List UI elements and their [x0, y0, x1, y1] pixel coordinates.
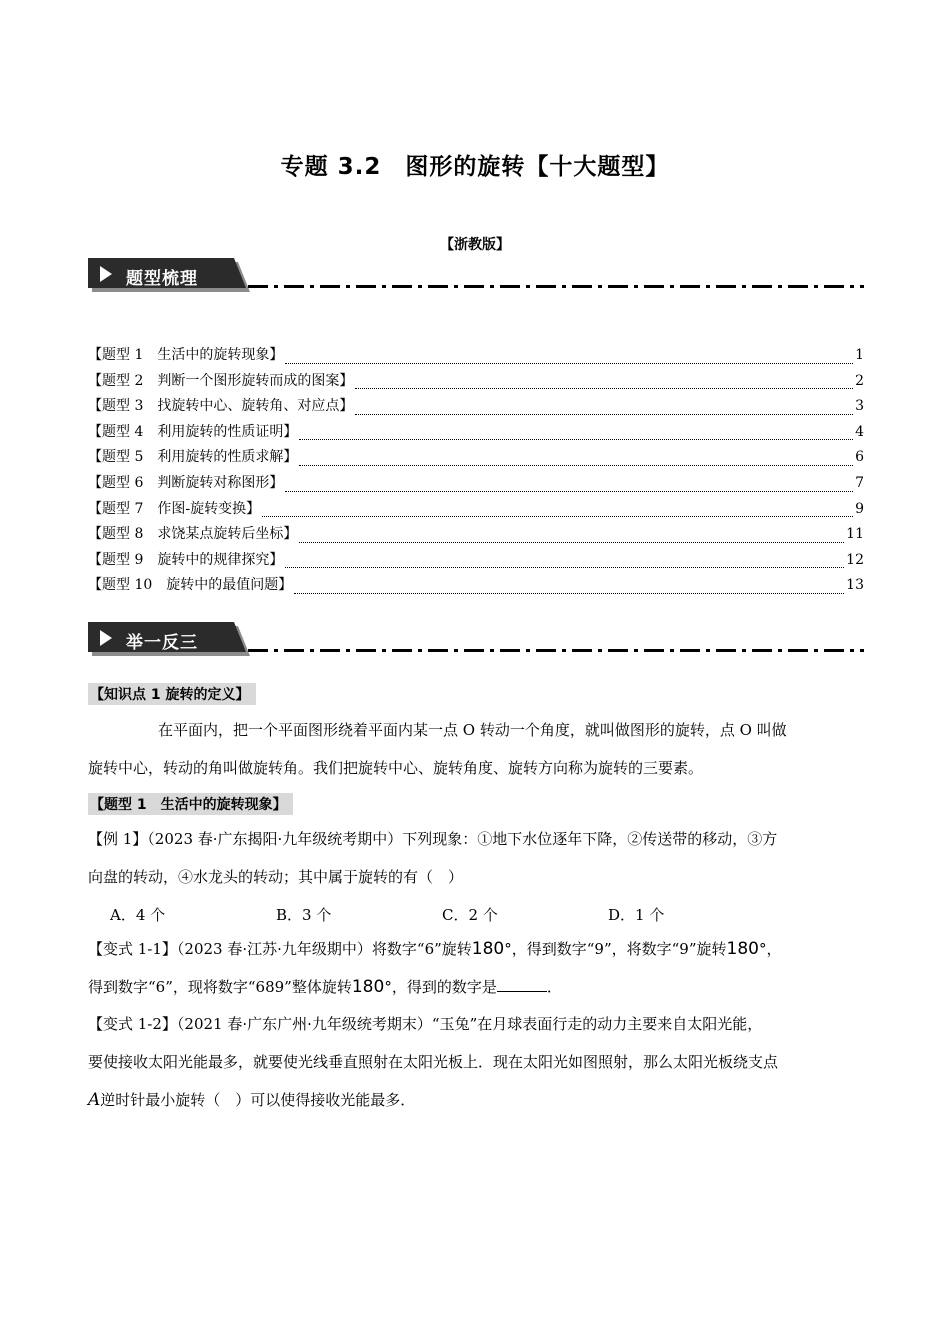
example-line: 【例 1】（2023 春·广东揭阳·九年级统考期中）下列现象：①地下水位逐年下降，②传送带的移动，③方	[88, 830, 778, 848]
toc-leader	[262, 515, 853, 517]
toc-leader	[299, 541, 844, 543]
toc-row[interactable]	[88, 523, 864, 549]
option-c[interactable]: C．2 个	[442, 906, 498, 924]
knowledge-body	[88, 711, 864, 787]
toc-leader	[285, 362, 853, 364]
option-b[interactable]: B．3 个	[276, 906, 332, 924]
toc-page: 13	[846, 577, 864, 594]
toc-leader	[285, 490, 853, 492]
variant-text: ．	[546, 978, 562, 996]
toc-page: 12	[846, 551, 864, 568]
example-line: 向盘的转动，④水龙头的转动；其中属于旋转的有（ ）	[88, 868, 464, 886]
toc-page: 4	[855, 423, 864, 440]
toc-label: 【题型 4 利用旋转的性质证明】	[88, 423, 298, 440]
variant-line: 【变式 1-2】（2021 春·广东广州·九年级统考期末）“玉兔”在月球表面行走的动力主要来自太阳光能，	[88, 1015, 763, 1033]
variant-1-1	[88, 930, 864, 1006]
play-arrow-icon	[100, 630, 112, 646]
variant-line	[88, 968, 864, 1006]
point-label: A	[88, 1090, 101, 1110]
variant-text: 得到数字“6”，现将数字“689”整体旋转	[88, 978, 352, 996]
variant-line	[88, 930, 864, 968]
toc-leader	[355, 387, 853, 389]
toc-page: 3	[855, 398, 864, 415]
variant-text: °，得到数字“9”，将数字“9”旋转	[504, 940, 727, 958]
dash-dot-divider	[248, 649, 864, 652]
page-title: 专题 3.2 图形的旋转【十大题型】	[280, 154, 670, 180]
section-banner-practice	[88, 622, 864, 658]
toc-leader	[285, 566, 844, 568]
toc-label: 【题型 6 判断旋转对称图形】	[88, 474, 284, 491]
toc-page: 7	[855, 474, 864, 491]
dash-dot-divider	[248, 285, 864, 288]
toc-row[interactable]	[88, 549, 864, 575]
variant-line: 要使接收太阳光能最多，就要使光线垂直照射在太阳光板上．现在太阳光如图照射，那么太阳光板绕支点	[88, 1053, 779, 1071]
play-arrow-icon	[100, 266, 112, 282]
toc-leader	[294, 592, 844, 594]
toc-row[interactable]	[88, 421, 864, 447]
toc-leader	[299, 438, 853, 440]
toc-row[interactable]	[88, 370, 864, 396]
toc-row[interactable]	[88, 446, 864, 472]
toc-page: 6	[855, 449, 864, 466]
toc-leader	[299, 464, 853, 466]
toc-label: 【题型 7 作图-旋转变换】	[88, 500, 261, 517]
angle-value: 180	[726, 939, 759, 959]
answer-options	[88, 896, 864, 934]
variant-text: 【变式 1-1】（2023 春·江苏·九年级期中）将数字“6”旋转	[88, 940, 472, 958]
toc-leader	[355, 413, 853, 415]
knowledge-heading-label: 【知识点 1 旋转的定义】	[88, 683, 256, 705]
toc-label: 【题型 8 求饶某点旋转后坐标】	[88, 526, 298, 543]
variant-text: 逆时针最小旋转（ ）可以使得接收光能最多．	[100, 1091, 416, 1109]
table-of-contents	[88, 344, 864, 600]
variant-line	[88, 1081, 864, 1119]
toc-row[interactable]	[88, 574, 864, 600]
angle-value: 180	[351, 977, 385, 997]
edition-label: 【浙教版】	[440, 237, 510, 253]
knowledge-heading	[88, 683, 256, 705]
option-a[interactable]: A．4 个	[110, 906, 166, 924]
toc-row[interactable]	[88, 395, 864, 421]
angle-value: 180	[471, 939, 505, 959]
toc-label: 【题型 9 旋转中的规律探究】	[88, 551, 284, 568]
toc-row[interactable]	[88, 498, 864, 524]
variant-1-2	[88, 1005, 864, 1119]
toc-page: 9	[855, 500, 864, 517]
toc-page: 1	[855, 347, 864, 363]
banner-label: 题型梳理	[126, 269, 198, 289]
answer-blank[interactable]	[497, 977, 547, 992]
variant-text: °，得到的数字是	[384, 978, 497, 996]
banner-label: 举一反三	[126, 633, 198, 653]
toc-label: 【题型 3 找旋转中心、旋转角、对应点】	[88, 398, 354, 415]
toc-label: 【题型 1 生活中的旋转现象】	[88, 347, 284, 363]
toc-row[interactable]	[88, 472, 864, 498]
toc-label: 【题型 5 利用旋转的性质求解】	[88, 449, 298, 466]
toc-label: 【题型 2 判断一个图形旋转而成的图案】	[88, 372, 354, 389]
toc-row[interactable]	[88, 344, 864, 370]
type1-heading-label: 【题型 1 生活中的旋转现象】	[88, 793, 293, 815]
section-banner-type-summary	[88, 258, 864, 294]
option-d[interactable]: D．1 个	[608, 906, 665, 924]
knowledge-line: 在平面内，把一个平面图形绕着平面内某一点 O 转动一个角度，就叫做图形的旋转，点 O 叫做	[158, 721, 787, 739]
type1-heading	[88, 793, 293, 815]
toc-label: 【题型 10 旋转中的最值问题】	[88, 577, 293, 594]
variant-text: °，	[758, 940, 782, 958]
example-1	[88, 820, 864, 934]
knowledge-line: 旋转中心，转动的角叫做旋转角。我们把旋转中心、旋转角度、旋转方向称为旋转的三要素。	[88, 759, 704, 777]
toc-page: 2	[855, 372, 864, 389]
toc-page: 11	[846, 526, 864, 543]
